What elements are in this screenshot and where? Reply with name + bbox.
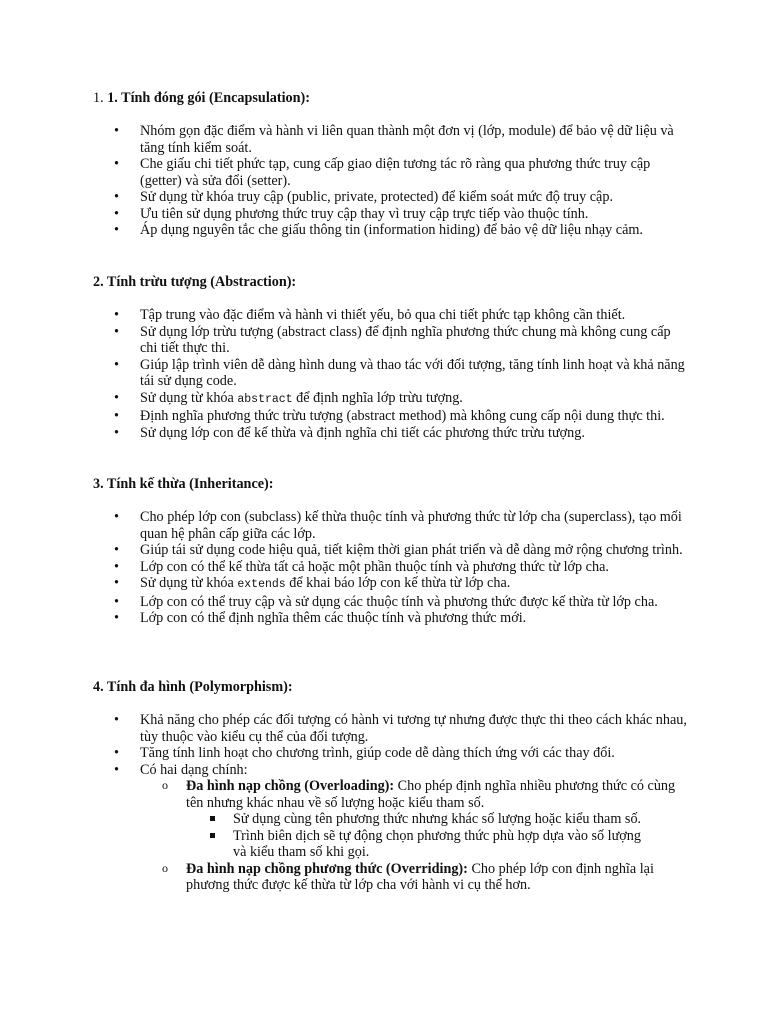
list-item: • Che giấu chi tiết phức tạp, cung cấp giao diện tương tác rõ ràng qua phương thức truy cập (getter) và sửa đổi (setter). — [0, 156, 688, 189]
section-3-list — [0, 509, 768, 627]
list-item: • Sử dụng lớp con để kế thừa và định nghĩa chi tiết các phương thức trừu tượng. — [0, 425, 688, 442]
overloading-details-list — [186, 811, 688, 861]
list-item: Sử dụng cùng tên phương thức nhưng khác số lượng hoặc kiểu tham số. — [186, 811, 653, 828]
list-item: • Có hai dạng chính: o Đa hình nạp chồng (Overloading): Cho phép định nghĩa nhiều phương thức có cùng tên nhưng khác nhau về số lượng hoặc kiểu tham số. Sử dụng cùng tên phương thức nhưng khác số lượng hoặc kiểu tham số. Trình biên dịch sẽ tự động chọn phương thức phù hợp dựa vào số lượng và kiểu tham số khi gọi. o Đa hình nạp chồng phương thức (Overriding): Cho phép lớp con định nghĩa lại phương thức được kế thừa từ lớp cha với hành vi cụ thể hơn. — [0, 762, 688, 894]
section-3-heading — [93, 476, 273, 493]
list-item: • Giúp tái sử dụng code hiệu quả, tiết kiệm thời gian phát triển và dễ dàng mở rộng chương trình. — [0, 542, 688, 559]
section-3-title: 3. Tính kế thừa (Inheritance): — [93, 476, 274, 492]
section-4-list — [0, 712, 768, 894]
section-2-heading — [93, 274, 296, 291]
list-item: • Ưu tiên sử dụng phương thức truy cập thay vì truy cập trực tiếp vào thuộc tính. — [0, 206, 688, 223]
list-item: Trình biên dịch sẽ tự động chọn phương thức phù hợp dựa vào số lượng và kiểu tham số khi gọi. — [186, 828, 653, 861]
list-item: • Sử dụng từ khóa extends để khai báo lớp con kế thừa từ lớp cha. — [0, 575, 688, 594]
section-2-list — [0, 307, 768, 441]
polymorphism-types-list — [140, 778, 688, 894]
list-item: • Sử dụng từ khóa abstract để định nghĩa lớp trừu tượng. — [0, 390, 688, 409]
list-item: • Khả năng cho phép các đối tượng có hành vi tương tự nhưng được thực thi theo cách khác nhau, tùy thuộc vào kiểu cụ thể của đối tượng. — [0, 712, 688, 745]
section-4-heading — [93, 679, 293, 696]
list-item-overriding: o Đa hình nạp chồng phương thức (Overriding): Cho phép lớp con định nghĩa lại phương thức được kế thừa từ lớp cha với hành vi cụ thể hơn. — [140, 861, 688, 894]
list-item: • Áp dụng nguyên tắc che giấu thông tin (information hiding) để bảo vệ dữ liệu nhạy cảm. — [0, 222, 688, 239]
section-1-number: 1. — [93, 90, 104, 106]
section-1-list — [0, 123, 768, 239]
list-item: • Tăng tính linh hoạt cho chương trình, giúp code dễ dàng thích ứng với các thay đổi. — [0, 745, 688, 762]
list-item: • Tập trung vào đặc điểm và hành vi thiết yếu, bỏ qua chi tiết phức tạp không cần thiết. — [0, 307, 688, 324]
list-item: • Sử dụng lớp trừu tượng (abstract class) để định nghĩa phương thức chung mà không cung cấp chi tiết thực thi. — [0, 324, 688, 357]
keyword-abstract: abstract — [237, 392, 293, 406]
list-item: • Giúp lập trình viên dễ dàng hình dung và thao tác với đối tượng, tăng tính linh hoạt và khả năng tái sử dụng code. — [0, 357, 688, 390]
list-item-overloading: o Đa hình nạp chồng (Overloading): Cho phép định nghĩa nhiều phương thức có cùng tên nhưng khác nhau về số lượng hoặc kiểu tham số. Sử dụng cùng tên phương thức nhưng khác số lượng hoặc kiểu tham số. Trình biên dịch sẽ tự động chọn phương thức phù hợp dựa vào số lượng và kiểu tham số khi gọi. — [140, 778, 688, 861]
section-2-title: 2. Tính trừu tượng (Abstraction): — [93, 274, 297, 290]
list-item: • Lớp con có thể kế thừa tất cả hoặc một phần thuộc tính và phương thức từ lớp cha. — [0, 559, 688, 576]
section-4-title: 4. Tính đa hình (Polymorphism): — [93, 679, 293, 695]
section-1-title: 1. Tính đóng gói (Encapsulation): — [107, 90, 310, 106]
list-item: • Lớp con có thể định nghĩa thêm các thuộc tính và phương thức mới. — [0, 610, 688, 627]
list-item: • Sử dụng từ khóa truy cập (public, private, protected) để kiểm soát mức độ truy cập. — [0, 189, 688, 206]
list-item: • Cho phép lớp con (subclass) kế thừa thuộc tính và phương thức từ lớp cha (superclass), tạo mối quan hệ phân cấp giữa các lớp. — [0, 509, 688, 542]
list-item: • Nhóm gọn đặc điểm và hành vi liên quan thành một đơn vị (lớp, module) để bảo vệ dữ liệu và tăng tính kiểm soát. — [0, 123, 688, 156]
keyword-extends: extends — [237, 578, 286, 591]
section-1-heading — [93, 90, 310, 107]
list-item: • Lớp con có thể truy cập và sử dụng các thuộc tính và phương thức được kế thừa từ lớp cha. — [0, 594, 688, 611]
list-item: • Định nghĩa phương thức trừu tượng (abstract method) mà không cung cấp nội dung thực thi. — [0, 408, 688, 425]
